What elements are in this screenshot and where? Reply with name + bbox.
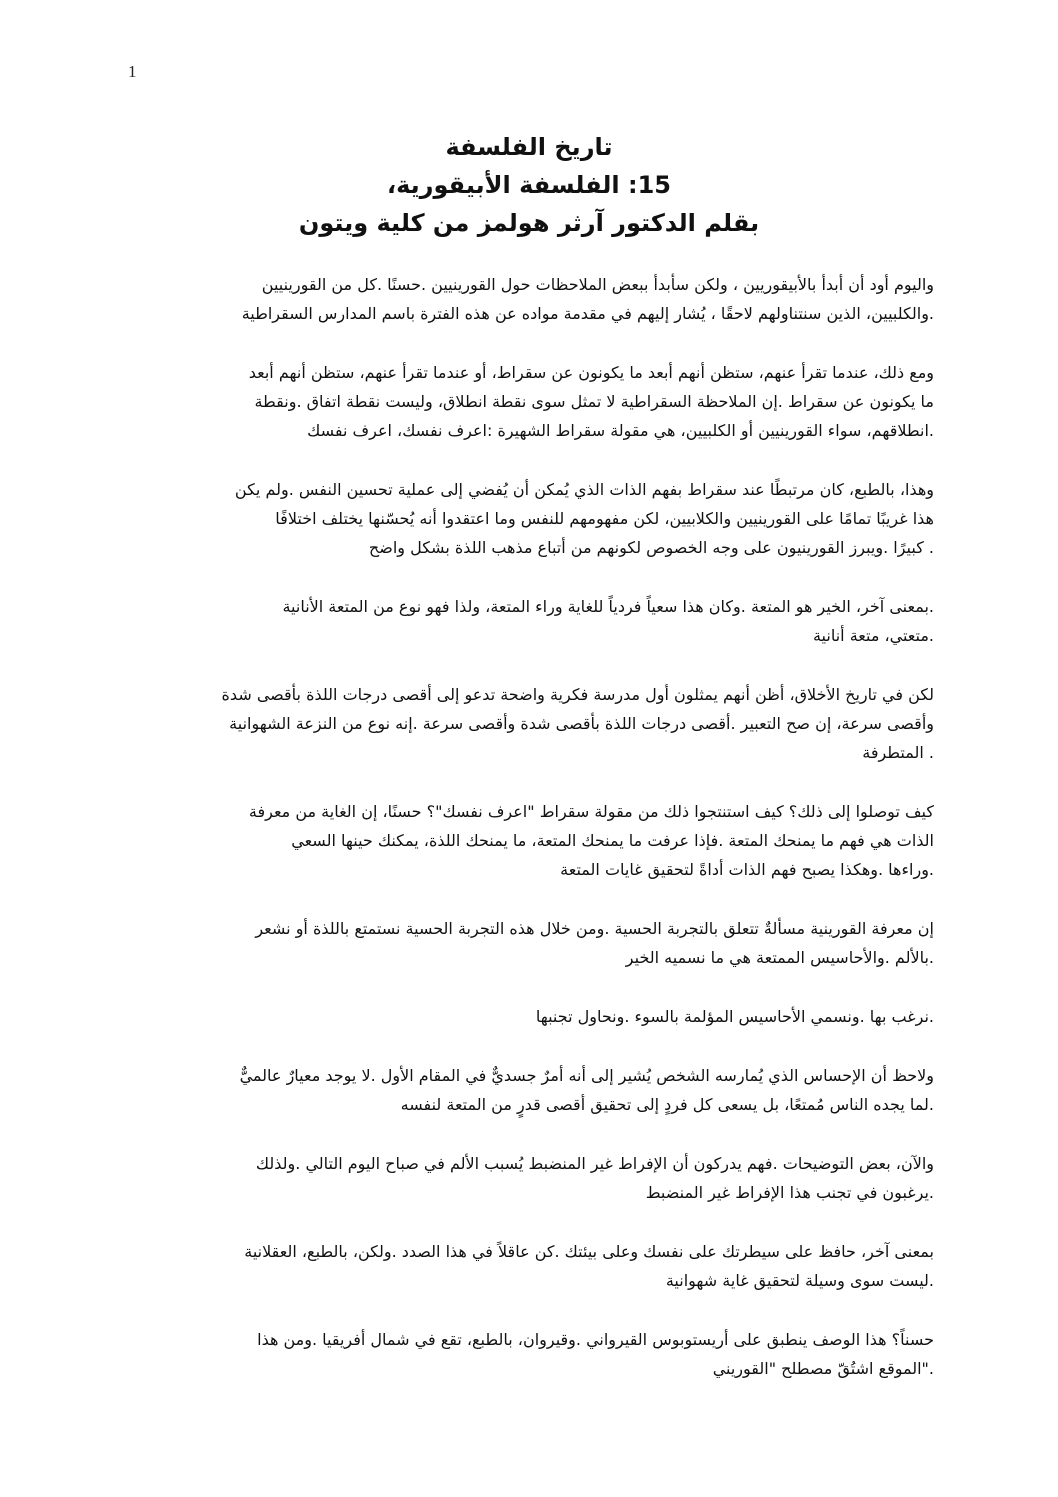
paragraph-line: .نرغب بها .ونسمي الأحاسيس المؤلمة بالسوء .ونحاول تجنبها	[535, 1007, 934, 1026]
paragraph-8	[128, 1002, 934, 1031]
paragraph-6	[128, 797, 934, 884]
page-number: 1	[128, 62, 137, 81]
paragraph-line: ."الموقع اشتُقّ مصطلح "القوريني	[712, 1359, 934, 1378]
paragraph-line: إن معرفة القورينية مسألةٌ تتعلق بالتجربة الحسية .ومن خلال هذه التجربة الحسية نستمتع باللذة أو نشعر	[255, 919, 934, 938]
paragraph-line: وأقصى سرعة، إن صح التعبير .أقصى درجات اللذة بأقصى شدة وأقصى سرعة .إنه نوع من النزعة الشهوانية	[229, 714, 934, 733]
paragraph-line: وهذا، بالطبع، كان مرتبطًا عند سقراط بفهم الذات الذي يُمكن أن يُفضي إلى عملية تحسين النفس .ولم يكن	[234, 480, 934, 499]
paragraph-7	[128, 914, 934, 972]
paragraph-12	[128, 1325, 934, 1383]
title-line-3: بقلم الدكتور آرثر هولمز من كلية ويتون	[298, 209, 760, 237]
paragraph-1	[128, 270, 934, 328]
paragraph-11	[128, 1237, 934, 1295]
paragraph-line: .ليست سوى وسيلة لتحقيق غاية شهوانية	[665, 1271, 934, 1290]
paragraph-line: .انطلاقهم، سواء القورينيين أو الكلبيين، هي مقولة سقراط الشهيرة :اعرف نفسك، اعرف نفسك	[307, 421, 934, 440]
paragraph-9	[128, 1061, 934, 1119]
paragraph-line: هذا غريبًا تمامًا على القورينيين والكلابيين، لكن مفهومهم للنفس وما اعتقدوا أنه يُحسّنها يختلف اختلافًا	[275, 509, 934, 528]
paragraph-line: حسناً؟ هذا الوصف ينطبق على أريستوبوس القيرواني .وقيروان، بالطبع، تقع في شمال أفريقيا .ومن هذا	[257, 1330, 934, 1349]
paragraph-line: ولاحظ أن الإحساس الذي يُمارسه الشخص يُشير إلى أنه أمرٌ جسديٌّ في المقام الأول .لا يوجد معيارٌ عالميٌّ	[239, 1066, 934, 1085]
paragraph-line: .يرغبون في تجنب هذا الإفراط غير المنضبط	[645, 1183, 934, 1202]
paragraph-line: والآن، بعض التوضيحات .فهم يدركون أن الإفراط غير المنضبط يُسبب الألم في صباح اليوم التالي .ولذلك	[255, 1154, 934, 1173]
title-line-1: تاريخ الفلسفة	[445, 133, 613, 161]
paragraph-5	[128, 680, 934, 767]
paragraph-line: لكن في تاريخ الأخلاق، أظن أنهم يمثلون أول مدرسة فكرية واضحة تدعو إلى أقصى درجات اللذة بأقصى شدة	[221, 685, 934, 704]
paragraph-line: الذات هي فهم ما يمنحك المتعة .فإذا عرفت ما يمنحك المتعة، ما يمنحك اللذة، يمكنك حينها السعي	[291, 831, 934, 850]
paragraph-line: واليوم أود أن أبدأ بالأبيقوريين ، ولكن سأبدأ ببعض الملاحظات حول القورينيين .حسنًا .كل من القورينيين	[261, 275, 934, 294]
paragraph-line: .والكلبيين، الذين سنتناولهم لاحقًا ، يُشار إليهم في مقدمة مواده عن هذه الفترة باسم المدارس السقراطية	[241, 304, 934, 323]
paragraph-2	[128, 358, 934, 445]
paragraph-line: .متعتي، متعة أنانية	[812, 626, 934, 645]
paragraph-line: .لما يجده الناس مُمتعًا، بل يسعى كل فردٍ إلى تحقيق أقصى قدرٍ من المتعة لنفسه	[400, 1095, 934, 1114]
paragraph-line: كيف توصلوا إلى ذلك؟ كيف استنتجوا ذلك من مقولة سقراط "اعرف نفسك"؟ حسنًا، إن الغاية من معرفة	[248, 802, 934, 821]
paragraph-line: .بالألم .والأحاسيس الممتعة هي ما نسميه الخير	[625, 948, 934, 967]
paragraph-10	[128, 1149, 934, 1207]
paragraph-line: .وراءها .وهكذا يصبح فهم الذات أداةً لتحقيق غايات المتعة	[560, 860, 934, 879]
paragraph-line: . المتطرفة	[862, 743, 934, 762]
paragraph-line: .بمعنى آخر، الخير هو المتعة .وكان هذا سعياً فردياً للغاية وراء المتعة، ولذا فهو نوع من المتعة الأنانية	[282, 597, 934, 616]
document-body	[128, 270, 934, 1413]
paragraph-4	[128, 592, 934, 650]
paragraph-line: بمعنى آخر، حافظ على سيطرتك على نفسك وعلى بيئتك .كن عاقلاً في هذا الصدد .ولكن، بالطبع، العقلانية	[244, 1242, 934, 1261]
paragraph-line: ومع ذلك، عندما تقرأ عنهم، ستظن أنهم أبعد ما يكونون عن سقراط، أو عندما تقرأ عنهم، ستظن أنهم أبعد	[248, 363, 934, 382]
paragraph-line: . كبيرًا .ويبرز القورينيون على وجه الخصوص لكونهم من أتباع مذهب اللذة بشكل واضح	[368, 538, 934, 557]
document-title	[140, 128, 918, 242]
paragraph-3	[128, 475, 934, 562]
paragraph-line: ما يكونون عن سقراط .إن الملاحظة السقراطية لا تمثل سوى نقطة انطلاق، وليست نقطة اتفاق .ونقطة	[254, 392, 934, 411]
title-line-2: 15: الفلسفة الأبيقورية،	[387, 171, 671, 199]
